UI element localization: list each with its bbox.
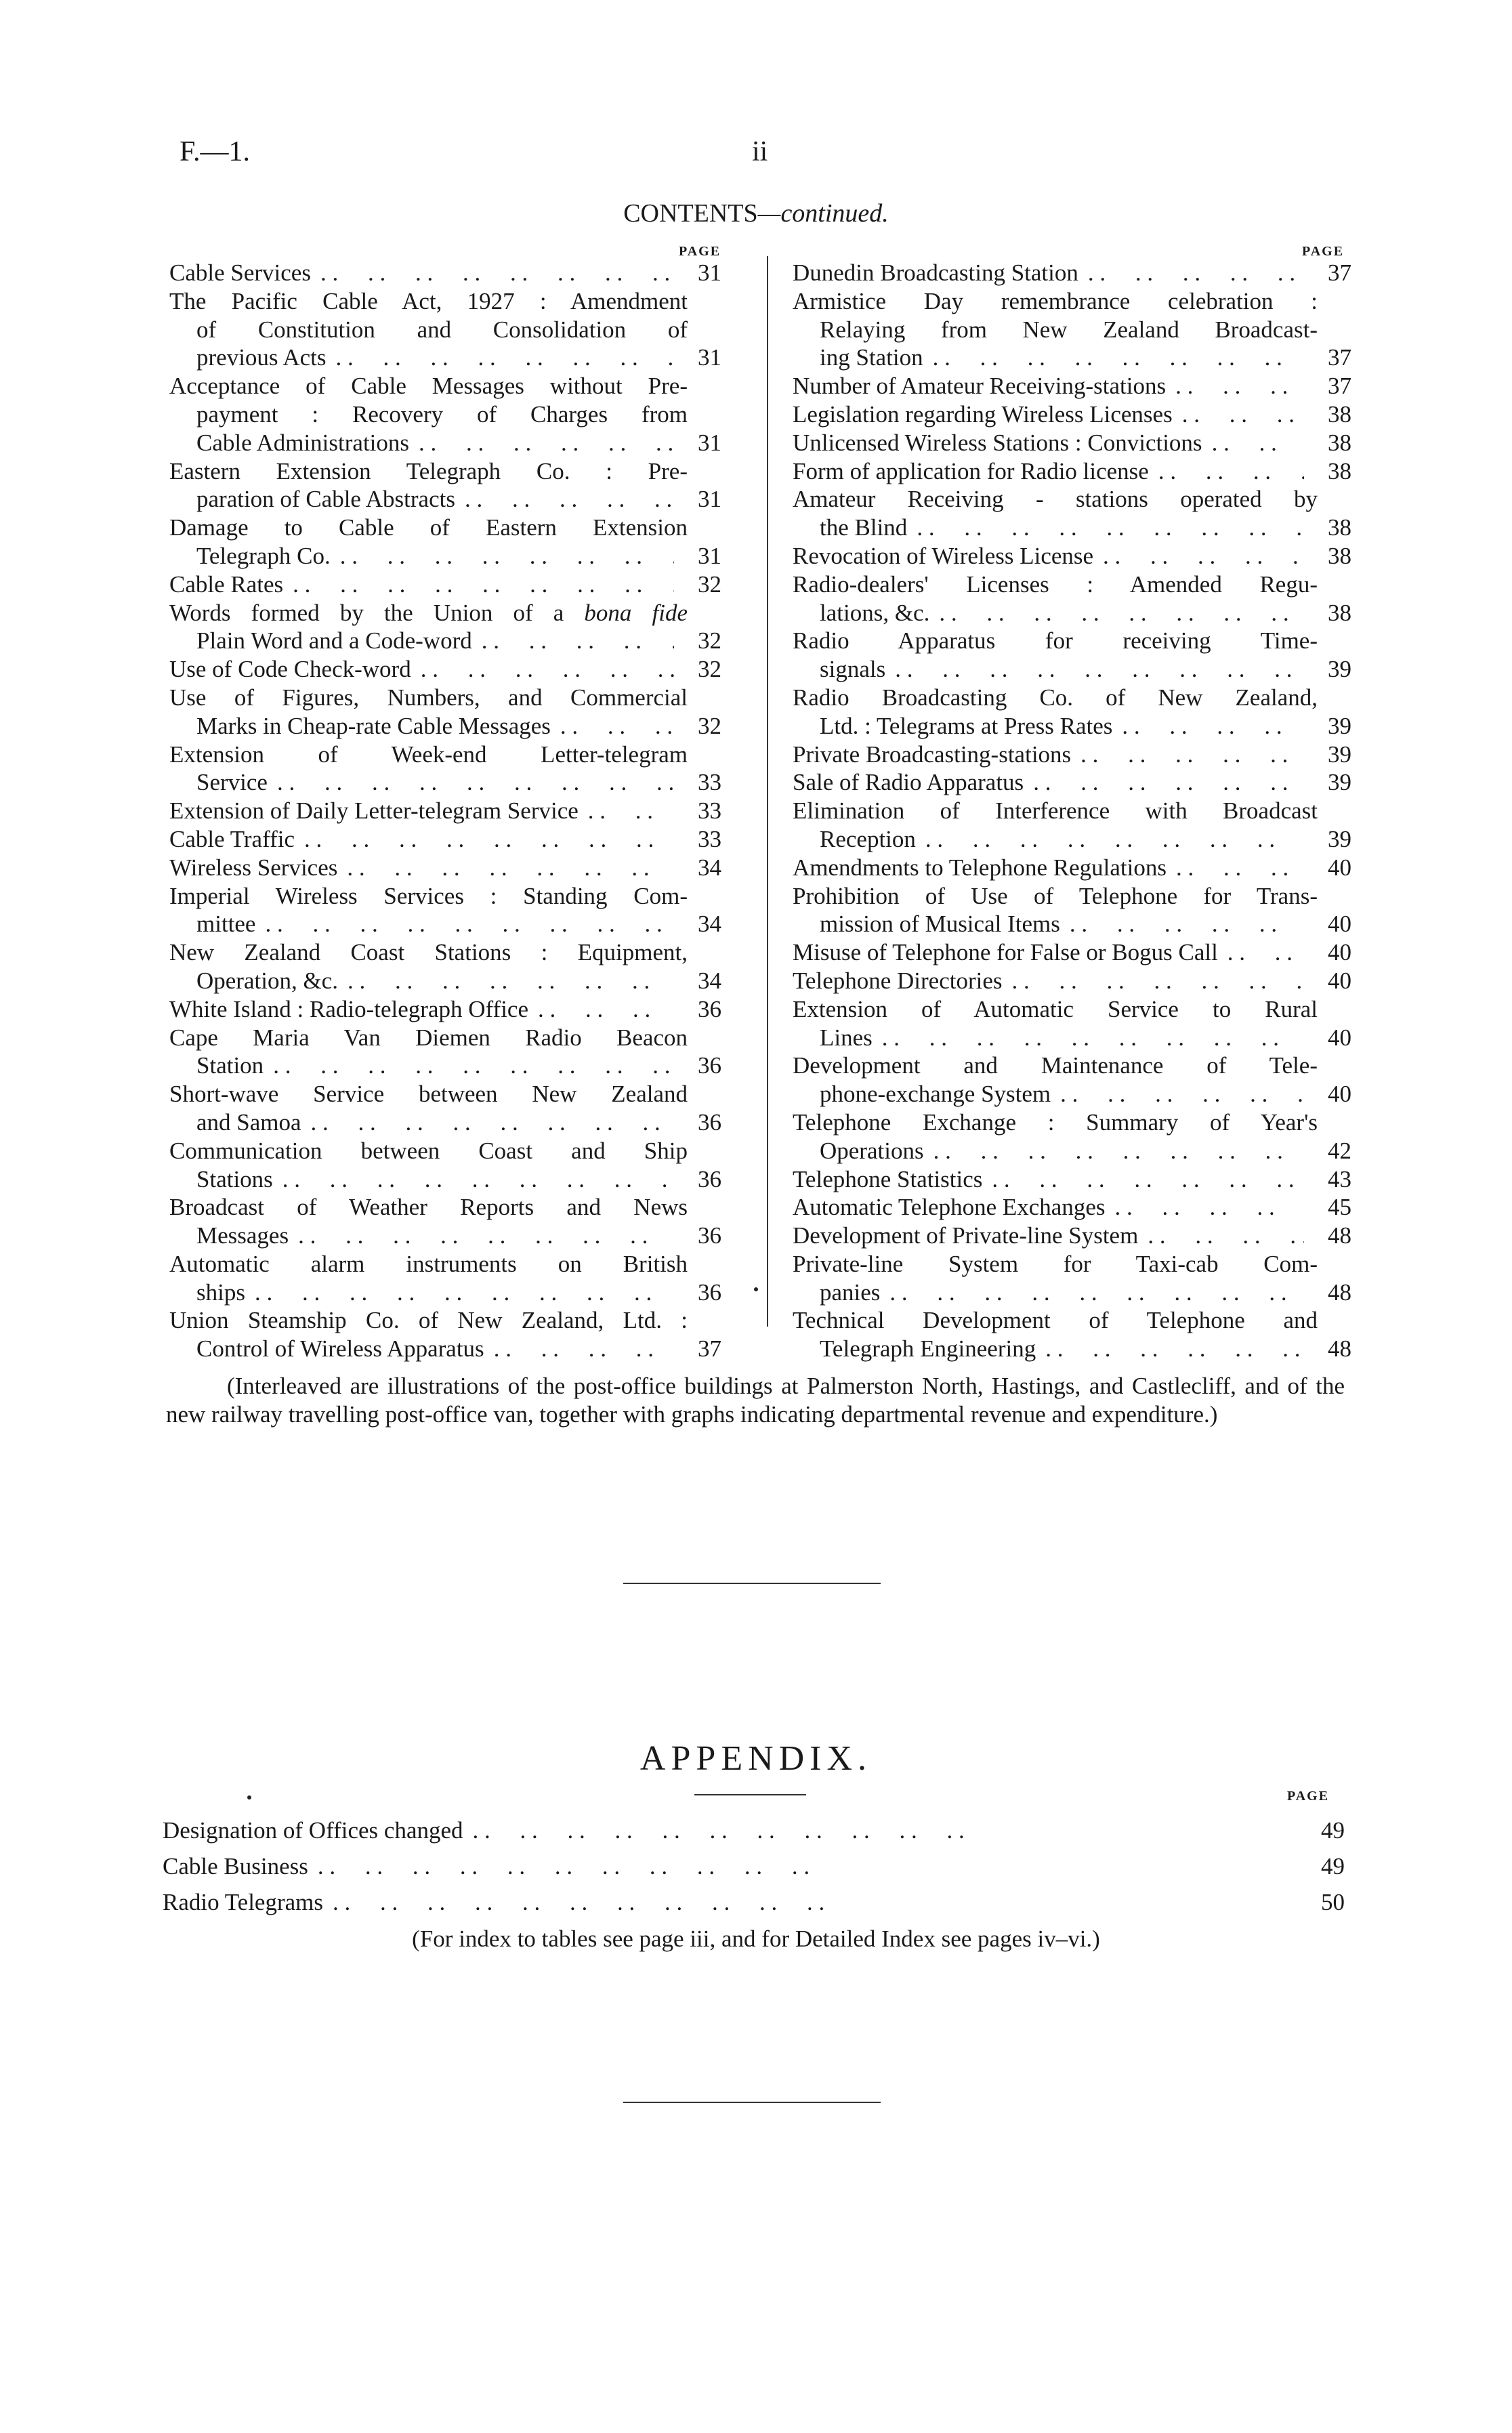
appendix-item-page: 49 bbox=[1321, 1817, 1345, 1844]
entry-page-number: 40 bbox=[1328, 911, 1351, 938]
contents-heading bbox=[0, 199, 1512, 228]
entry-title-line: Revocation of Wireless License bbox=[793, 542, 1094, 569]
contents-entry bbox=[793, 1306, 1351, 1363]
entry-title-line: The Pacific Cable Act, 1927 : Amendment bbox=[169, 287, 688, 314]
entry-page-number: 38 bbox=[1328, 400, 1351, 428]
entry-title-line: Number of Amateur Receiving-stations bbox=[793, 373, 1167, 400]
entry-page-number: 36 bbox=[698, 1222, 721, 1249]
contents-entry bbox=[793, 457, 1351, 486]
contents-entry bbox=[793, 627, 1351, 684]
entry-title-line: Development of Private-line System bbox=[793, 1222, 1139, 1249]
entry-title-line: Prohibition of Use of Telephone for Trans- bbox=[793, 882, 1318, 909]
entry-title-line: Misuse of Telephone for False or Bogus Call bbox=[793, 939, 1218, 966]
contents-entry bbox=[793, 400, 1351, 429]
entry-title-line: Cable Traffic bbox=[169, 825, 295, 852]
contents-entry bbox=[793, 1052, 1351, 1108]
contents-entry bbox=[793, 429, 1351, 457]
entry-title-line: Elimination of Interference with Broadcast bbox=[793, 797, 1318, 825]
entry-page-number: 36 bbox=[698, 1165, 721, 1192]
contents-entry bbox=[793, 797, 1351, 854]
entry-title-line: Extension of Week-end Letter-telegram bbox=[169, 741, 688, 768]
entry-title-line: Automatic alarm instruments on British bbox=[169, 1250, 688, 1277]
contents-entry bbox=[169, 797, 721, 825]
dot-leader bbox=[255, 1278, 674, 1307]
dot-leader bbox=[1080, 741, 1304, 769]
entry-title-line: and Samoa bbox=[196, 1108, 301, 1136]
entry-title-line: Relaying from New Zealand Broadcast- bbox=[820, 316, 1318, 343]
entry-title-line: Ltd. : Telegrams at Press Rates bbox=[820, 712, 1113, 739]
dot-leader bbox=[1182, 400, 1304, 429]
contents-entry bbox=[169, 882, 721, 939]
entry-page-number: 39 bbox=[1328, 712, 1351, 739]
contents-entry bbox=[169, 825, 721, 854]
dot-leader bbox=[1148, 1222, 1304, 1250]
entry-title-line: Damage to Cable of Eastern Extension bbox=[169, 514, 688, 541]
appendix-item-page: 49 bbox=[1321, 1853, 1345, 1879]
entry-page-number: 33 bbox=[698, 797, 721, 825]
entry-title-line: Telegraph Engineering bbox=[820, 1335, 1036, 1363]
section-rule bbox=[623, 2102, 881, 2103]
dot-leader bbox=[465, 485, 674, 514]
contents-entry bbox=[169, 1306, 721, 1363]
entry-page-number: 37 bbox=[698, 1335, 721, 1363]
entry-title-line: Radio Broadcasting Co. of New Zealand, bbox=[793, 684, 1318, 711]
entry-page-number: 40 bbox=[1328, 854, 1351, 881]
entry-title-line: Imperial Wireless Services : Standing Com- bbox=[169, 882, 688, 909]
contents-entry bbox=[793, 938, 1351, 967]
contents-entry bbox=[169, 741, 721, 797]
entry-title-line: Amendments to Telephone Regulations bbox=[793, 854, 1167, 881]
dot-leader bbox=[320, 259, 674, 287]
entry-title-line: ships bbox=[196, 1278, 245, 1306]
entry-page-number: 32 bbox=[698, 656, 721, 683]
entry-page-number: 40 bbox=[1328, 967, 1351, 994]
contents-entry bbox=[169, 514, 721, 570]
entry-page-number: 36 bbox=[698, 1052, 721, 1079]
entry-page-number: 31 bbox=[698, 259, 721, 286]
entry-title-line: paration of Cable Abstracts bbox=[196, 486, 455, 513]
entry-title-line: Development and Maintenance of Tele- bbox=[793, 1052, 1318, 1079]
dot-leader bbox=[348, 967, 674, 995]
page-number: ii bbox=[752, 136, 768, 167]
entry-title-line: the Blind bbox=[820, 514, 908, 541]
contents-entry bbox=[169, 570, 721, 599]
entry-title-line: Station bbox=[196, 1052, 264, 1079]
entry-title-line: Radio-dealers' Licenses : Amended Regu- bbox=[793, 570, 1318, 598]
entry-title-line: New Zealand Coast Stations : Equipment, bbox=[169, 939, 688, 966]
entry-title-line: Cable Services bbox=[169, 259, 311, 286]
entry-title-line: Private-line System for Taxi-cab Com- bbox=[793, 1250, 1318, 1277]
entry-page-number: 38 bbox=[1328, 514, 1351, 541]
dot-leader bbox=[282, 1165, 674, 1194]
entry-page-number: 36 bbox=[698, 1108, 721, 1136]
entry-page-number: 31 bbox=[698, 542, 721, 569]
entry-title-line: Telegraph Co. bbox=[196, 542, 331, 569]
entry-page-number: 38 bbox=[1328, 542, 1351, 569]
entry-page-number: 31 bbox=[698, 429, 721, 456]
entry-title-line: Messages bbox=[196, 1222, 289, 1249]
entry-title-line: Communication between Coast and Ship bbox=[169, 1137, 688, 1164]
dot-leader bbox=[347, 854, 674, 882]
appendix-bullet bbox=[247, 1795, 251, 1800]
entry-title-line: Cable Administrations bbox=[196, 429, 410, 456]
entry-title-line: Radio Apparatus for receiving Time- bbox=[793, 627, 1318, 654]
entry-title-line: Unlicensed Wireless Stations : Convictions bbox=[793, 429, 1202, 456]
dot-leader bbox=[889, 1278, 1304, 1307]
entry-title-line: Plain Word and a Code-word bbox=[196, 627, 472, 654]
entry-title-line: White Island : Radio-telegraph Office bbox=[169, 995, 528, 1022]
entry-title-line: Wireless Services bbox=[169, 854, 338, 881]
contents-entry bbox=[169, 457, 721, 514]
dot-leader bbox=[1176, 854, 1304, 882]
contents-right-column bbox=[793, 259, 1351, 1363]
contents-entry bbox=[793, 570, 1351, 627]
entry-title-line: phone-exchange System bbox=[820, 1081, 1051, 1108]
dot-leader bbox=[1227, 938, 1304, 967]
dot-leader bbox=[304, 825, 674, 854]
entry-page-number: 45 bbox=[1328, 1194, 1351, 1221]
entry-title-line: Eastern Extension Telegraph Co. : Pre- bbox=[169, 457, 688, 484]
contents-entry bbox=[793, 768, 1351, 797]
entry-page-number: 38 bbox=[1328, 457, 1351, 484]
contents-entry bbox=[793, 1165, 1351, 1194]
dot-leader bbox=[293, 570, 674, 599]
entry-title-line: Dunedin Broadcasting Station bbox=[793, 259, 1078, 286]
dot-leader bbox=[1158, 457, 1304, 486]
contents-entry bbox=[793, 372, 1351, 400]
entry-page-number: 34 bbox=[698, 911, 721, 938]
entry-page-number: 38 bbox=[1328, 429, 1351, 456]
dot-leader bbox=[933, 344, 1304, 372]
entry-title-line: Extension of Daily Letter-telegram Service bbox=[169, 797, 579, 825]
entry-page-number: 37 bbox=[1328, 373, 1351, 400]
entry-title-line: of Constitution and Consolidation of bbox=[196, 316, 688, 343]
entry-page-number: 39 bbox=[1328, 741, 1351, 768]
contents-entry bbox=[169, 1137, 721, 1194]
contents-entry bbox=[793, 1222, 1351, 1250]
dot-leader bbox=[265, 910, 674, 938]
entry-title-line: Automatic Telephone Exchanges bbox=[793, 1194, 1106, 1221]
contents-entry bbox=[169, 1250, 721, 1307]
contents-entry bbox=[169, 372, 721, 457]
appendix-item bbox=[163, 1884, 1345, 1920]
dot-leader bbox=[1088, 259, 1304, 287]
entry-page-number: 48 bbox=[1328, 1222, 1351, 1249]
illustrations-note: (Interleaved are illustrations of the post-office buildings at Palmerston North, Hastings, and Castlecliff, and of the new railway travelling post-office van, together with graphs indicating departmental revenue and expenditure.) bbox=[166, 1373, 1345, 1428]
entry-page-number: 31 bbox=[698, 486, 721, 513]
entry-title-line: mission of Musical Items bbox=[820, 911, 1060, 938]
dot-leader bbox=[311, 1108, 674, 1137]
entry-page-number: 34 bbox=[698, 967, 721, 994]
dot-leader bbox=[1212, 429, 1304, 457]
entry-page-number: 40 bbox=[1328, 1024, 1351, 1051]
contents-entry bbox=[169, 259, 721, 287]
dot-leader bbox=[419, 429, 674, 457]
dot-leader bbox=[1070, 910, 1304, 938]
entry-page-number: 34 bbox=[698, 854, 721, 881]
dot-leader bbox=[336, 344, 674, 372]
dot-leader bbox=[421, 655, 674, 684]
dot-leader bbox=[473, 1812, 1290, 1848]
running-id: F.—1. bbox=[180, 136, 250, 167]
dot-leader bbox=[560, 712, 674, 741]
entry-page-number: 32 bbox=[698, 712, 721, 739]
divider-dot bbox=[754, 1287, 758, 1291]
dot-leader bbox=[1033, 768, 1304, 797]
entry-page-number: 31 bbox=[698, 344, 721, 371]
entry-page-number: 48 bbox=[1328, 1335, 1351, 1363]
contents-entry bbox=[169, 655, 721, 684]
dot-leader bbox=[895, 655, 1304, 684]
entry-page-number: 32 bbox=[698, 570, 721, 598]
index-note: (For index to tables see page iii, and for Detailed Index see pages iv–vi.) bbox=[412, 1926, 1100, 1952]
entry-page-number: 37 bbox=[1328, 344, 1351, 371]
entry-page-number: 32 bbox=[698, 627, 721, 654]
dot-leader bbox=[925, 825, 1304, 854]
entry-title-line: Telephone Exchange : Summary of Year's bbox=[793, 1108, 1318, 1136]
entry-title-line: Acceptance of Cable Messages without Pre- bbox=[169, 373, 688, 400]
entry-title-line: previous Acts bbox=[196, 344, 327, 371]
contents-entry bbox=[793, 259, 1351, 287]
contents-left-column bbox=[169, 259, 721, 1363]
section-rule bbox=[623, 1583, 881, 1584]
contents-heading-main: CONTENTS bbox=[623, 199, 758, 228]
dot-leader bbox=[1045, 1335, 1304, 1363]
page-column-label-left: PAGE bbox=[679, 244, 721, 259]
contents-entry bbox=[169, 1080, 721, 1137]
dot-leader bbox=[1012, 967, 1305, 995]
dot-leader bbox=[1175, 372, 1304, 400]
dot-leader bbox=[538, 995, 674, 1024]
entry-title-line: Stations bbox=[196, 1165, 273, 1192]
entry-page-number: 33 bbox=[698, 769, 721, 796]
appendix-item-label: Radio Telegrams bbox=[163, 1889, 323, 1915]
appendix-heading-rule bbox=[694, 1794, 806, 1795]
dot-leader bbox=[939, 599, 1304, 627]
entry-title-line: Amateur Receiving - stations operated by bbox=[793, 486, 1318, 513]
entry-title-line: Private Broadcasting-stations bbox=[793, 741, 1072, 768]
entry-page-number: 40 bbox=[1328, 1081, 1351, 1108]
entry-title-line: Use of Figures, Numbers, and Commercial bbox=[169, 684, 688, 711]
entry-page-number: 42 bbox=[1328, 1137, 1351, 1164]
contents-entry bbox=[793, 741, 1351, 769]
appendix-item-label: Cable Business bbox=[163, 1853, 308, 1879]
contents-entry bbox=[793, 882, 1351, 939]
entry-title-line: Form of application for Radio license bbox=[793, 457, 1149, 484]
entry-title-line: Armistice Day remembrance celebration : bbox=[793, 287, 1318, 314]
dot-leader bbox=[588, 797, 674, 825]
entry-title-line: mittee bbox=[196, 911, 256, 938]
appendix-page-label: PAGE bbox=[1287, 1789, 1330, 1804]
contents-entry bbox=[793, 287, 1351, 372]
entry-title-line: Lines bbox=[820, 1024, 873, 1051]
contents-entry bbox=[169, 684, 721, 741]
page-column-label-right: PAGE bbox=[1302, 244, 1345, 259]
entry-title-line: Words formed by the Union of a bona fide bbox=[169, 599, 688, 626]
dot-leader bbox=[882, 1024, 1304, 1052]
dot-leader bbox=[1103, 542, 1304, 570]
contents-entry bbox=[169, 995, 721, 1024]
entry-title-line: Cable Rates bbox=[169, 570, 284, 598]
entry-title-line: Telephone Statistics bbox=[793, 1165, 983, 1192]
entry-title-line: signals bbox=[820, 656, 886, 683]
entry-page-number: 33 bbox=[698, 825, 721, 852]
entry-page-number: 39 bbox=[1328, 825, 1351, 852]
entry-title-line: lations, &c. bbox=[820, 599, 930, 626]
dot-leader bbox=[318, 1848, 1290, 1884]
appendix-item bbox=[163, 1848, 1345, 1884]
entry-page-number: 36 bbox=[698, 995, 721, 1022]
appendix-item bbox=[163, 1812, 1345, 1848]
column-divider bbox=[767, 256, 768, 1327]
entry-title-line: Broadcast of Weather Reports and News bbox=[169, 1194, 688, 1221]
entry-title-line: ing Station bbox=[820, 344, 923, 371]
entry-title-line: panies bbox=[820, 1278, 881, 1306]
entry-title-line: payment : Recovery of Charges from bbox=[196, 400, 688, 428]
contents-entry bbox=[793, 1193, 1351, 1222]
entry-title-line: Operations bbox=[820, 1137, 924, 1164]
contents-entry bbox=[169, 599, 721, 656]
appendix-list bbox=[163, 1812, 1345, 1920]
entry-page-number: 38 bbox=[1328, 599, 1351, 626]
entry-page-number: 48 bbox=[1328, 1278, 1351, 1306]
contents-heading-continued: —continued. bbox=[757, 199, 889, 228]
appendix-item-label: Designation of Offices changed bbox=[163, 1817, 463, 1844]
dot-leader bbox=[333, 1884, 1290, 1920]
contents-entry bbox=[169, 1193, 721, 1250]
entry-title-line: Extension of Automatic Service to Rural bbox=[793, 995, 1318, 1022]
entry-title-line: Union Steamship Co. of New Zealand, Ltd. : bbox=[169, 1307, 688, 1334]
contents-entry bbox=[793, 684, 1351, 741]
entry-title-line: Short-wave Service between New Zealand bbox=[169, 1081, 688, 1108]
entry-title-line: Telephone Directories bbox=[793, 967, 1003, 994]
contents-entry bbox=[793, 1250, 1351, 1307]
entry-title-line: Cape Maria Van Diemen Radio Beacon bbox=[169, 1024, 688, 1051]
entry-page-number: 43 bbox=[1328, 1165, 1351, 1192]
dot-leader bbox=[494, 1335, 674, 1363]
contents-entry bbox=[793, 542, 1351, 570]
contents-entry bbox=[169, 938, 721, 995]
contents-entry bbox=[793, 485, 1351, 542]
entry-page-number: 39 bbox=[1328, 769, 1351, 796]
dot-leader bbox=[917, 514, 1304, 542]
entry-page-number: 40 bbox=[1328, 939, 1351, 966]
contents-entry bbox=[793, 854, 1351, 882]
entry-title-line: Legislation regarding Wireless Licenses bbox=[793, 400, 1173, 428]
entry-title-line: Sale of Radio Apparatus bbox=[793, 769, 1024, 796]
contents-entry bbox=[169, 854, 721, 882]
entry-title-line: Operation, &c. bbox=[196, 967, 338, 994]
dot-leader bbox=[340, 542, 674, 570]
dot-leader bbox=[273, 1052, 674, 1080]
dot-leader bbox=[992, 1165, 1304, 1194]
entry-title-line: Service bbox=[196, 769, 268, 796]
dot-leader bbox=[1060, 1080, 1304, 1108]
entry-page-number: 36 bbox=[698, 1278, 721, 1306]
contents-entry bbox=[793, 967, 1351, 995]
dot-leader bbox=[1122, 712, 1304, 741]
dot-leader bbox=[277, 768, 674, 797]
dot-leader bbox=[1114, 1193, 1304, 1222]
entry-page-number: 39 bbox=[1328, 656, 1351, 683]
entry-title-line: Technical Development of Telephone and bbox=[793, 1307, 1318, 1334]
entry-title-line: Marks in Cheap-rate Cable Messages bbox=[196, 712, 551, 739]
entry-title-line: Reception bbox=[820, 825, 916, 852]
contents-entry bbox=[793, 1108, 1351, 1165]
dot-leader bbox=[482, 627, 674, 655]
entry-title-line: Control of Wireless Apparatus bbox=[196, 1335, 484, 1363]
entry-page-number: 37 bbox=[1328, 259, 1351, 286]
contents-entry bbox=[793, 995, 1351, 1052]
appendix-item-page: 50 bbox=[1321, 1889, 1345, 1915]
entry-title-line: Use of Code Check-word bbox=[169, 656, 411, 683]
dot-leader bbox=[298, 1222, 674, 1250]
appendix-heading: APPENDIX. bbox=[639, 1739, 873, 1778]
contents-entry bbox=[169, 1024, 721, 1081]
contents-entry bbox=[169, 287, 721, 372]
dot-leader bbox=[933, 1137, 1304, 1165]
